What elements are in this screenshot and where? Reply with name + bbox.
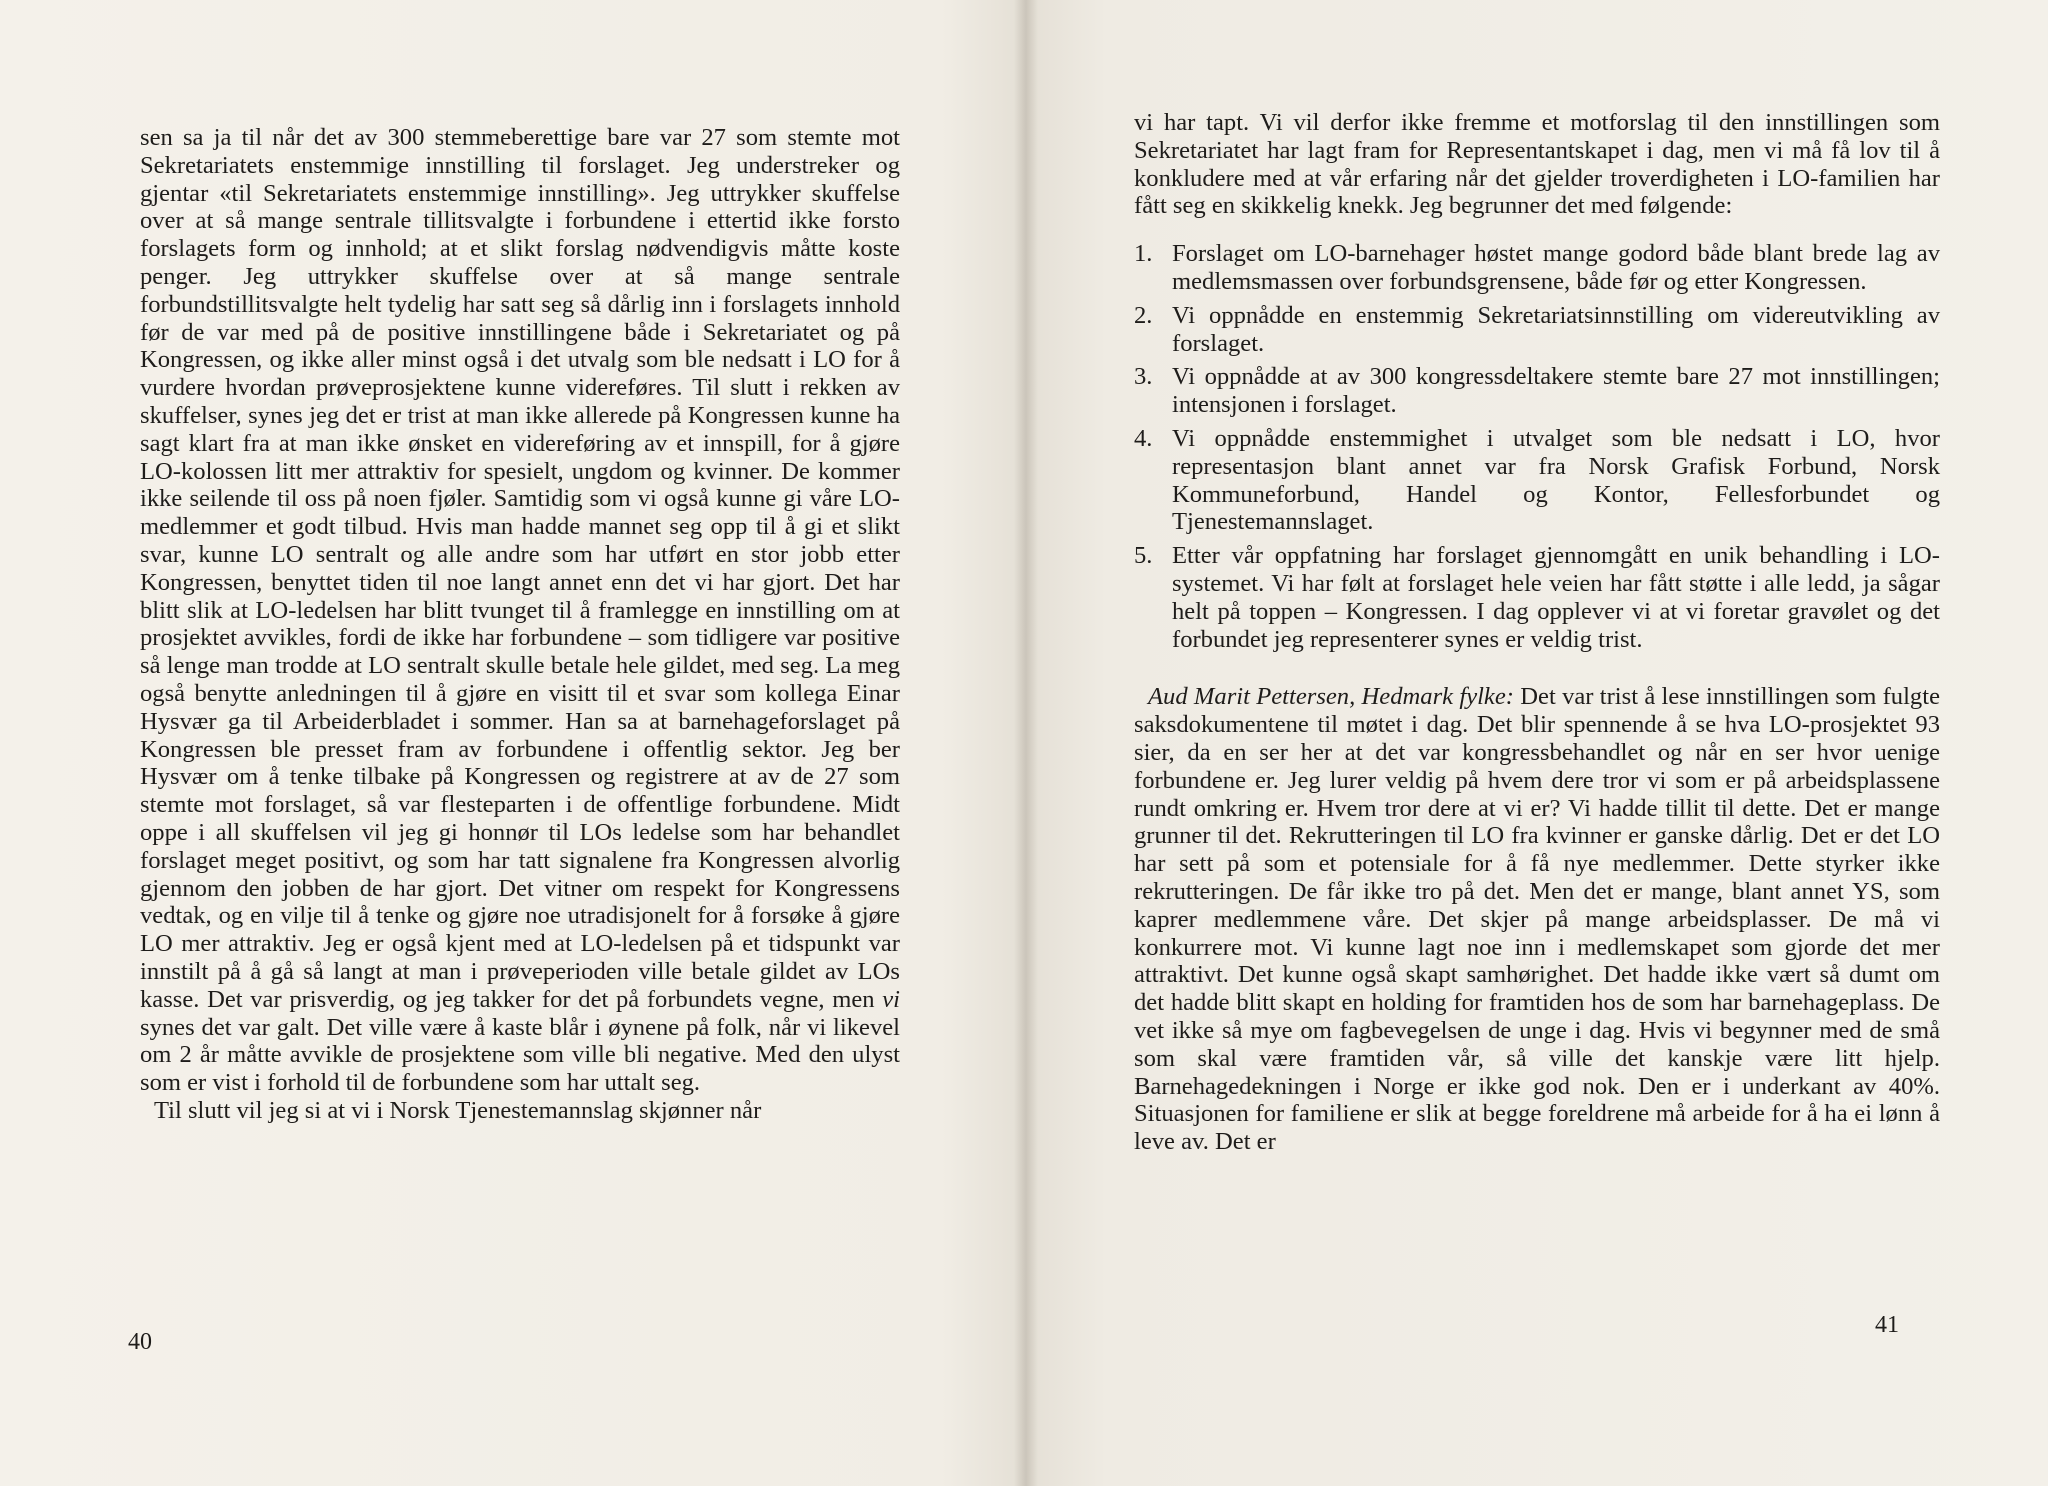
left-page-number: 40 [128, 1329, 152, 1355]
point-text: Vi oppnådde enstemmighet i utvalget som ble nedsatt i LO, hvor representasjon blant annet var fra Norsk Grafisk Forbund, Norsk Kommuneforbund, Handel og Kontor, Fellesforbundet og Tjenestemannslaget. [1172, 424, 1940, 536]
point-text: Vi oppnådde at av 300 kongressdeltakere stemte bare 27 mot innstillingen; intensjonen i forslaget. [1172, 363, 1940, 419]
left-body-part-1: sen sa ja til når det av 300 stemmeberettige bare var 27 som stemte mot Sekretariatets enstemmige innstilling til forslaget. Jeg understreker og gjentar «til Sekretariatets enstemmige innstilling». Jeg uttrykker skuffelse over at så mange sentrale tillitsvalgte i forbundene i ettertid ikke forsto forslagets form og innhold; at et slikt forslag nødvendigvis måtte koste penger. Jeg uttrykker skuffelse over at så mange sentrale forbundstillitsvalgte helt tydelig har satt seg så dårlig inn i forslagets innhold før de var med på de positive innstillingene både i Sekretariatet og på Kongressen, og ikke aller minst også i det utvalg som ble nedsatt i LO for å vurdere hvordan prøveprosjektene kunne videreføres. Til slutt i rekken av skuffelser, synes jeg det er trist at man ikke allerede på Kongressen kunne ha sagt klart fra at man ikke ønsket en videreføring av et innspill, for å gjøre LO-kolossen litt mer attraktiv for spesielt, ungdom og kvinner. De kommer ikke seilende til oss på noen fjøler. Samtidig som vi også kunne gi våre LO-medlemmer et godt tilbud. Hvis man hadde mannet seg opp til å gi et slikt svar, kunne LO sentralt og alle andre som har utført en stor jobb etter Kongressen, benyttet tiden til noe langt annet enn det vi har gjort. Det har blitt slik at LO-ledelsen har blitt tvunget til å framlegge en innstilling om at prosjektet avvikles, fordi de ikke har forbundene – som tidligere var positive så lenge man trodde at LO sentralt skulle betale hele gildet, med seg. La meg også benytte anledningen til å gjøre en visitt til et svar som kollega Einar Hysvær ga til Arbeiderbladet i sommer. Han sa at barnehageforslaget på Kongressen ble presset fram av forbundene i offentlig sektor. Jeg ber Hysvær om å tenke tilbake på Kongressen og registrere at av de 27 som stemte mot forslaget, så var flesteparten i de offentlige forbundene. Midt oppe i all skuffelsen vil jeg gi honnør til LOs ledelse som har behandlet forslaget meget positivt, og som har tatt signalene fra Kongressen alvorlig gjennom den jobben de har gjort. Det vitner om respekt for Kongressens vedtak, og en vilje til å tenke og gjøre noe utradisjonelt for å forsøke å gjøre LO mer attraktiv. Jeg er også kjent med at LO-ledelsen på et tidspunkt var innstilt på å gå så langt at man i prøveperioden ville betale gildet av LOs kasse. Det var prisverdig, og jeg takker for det på forbundets vegne, men [140, 124, 900, 1013]
point-text: Forslaget om LO-barnehager høstet mange godord både blant brede lag av medlemsmassen over forbundsgrensene, både før og etter Kongressen. [1172, 240, 1940, 295]
speaker-name: Aud Marit Pettersen, Hedmark fylke: [1148, 683, 1514, 711]
left-page [0, 0, 1014, 1486]
left-page-text [140, 124, 900, 1125]
point-number: 1. [1134, 240, 1153, 268]
speaker-paragraph [1134, 683, 1940, 1156]
left-closing-paragraph: Til slutt vil jeg si at vi i Norsk Tjenestemannslag skjønner når [154, 1096, 762, 1124]
book-gutter [1014, 0, 1038, 1486]
point-item [1134, 363, 1940, 419]
speech-text: Det var trist å lese innstillingen som fulgte saksdokumentene til møtet i dag. Det blir spennende å se hva LO-prosjektet 93 sier, da en ser her at det var kongressbehandlet og når en ser hvor uenige forbundene er. Jeg lurer veldig på hvem dere tror vi som er på arbeidsplassene rundt omkring er. Hvem tror dere at vi er? Vi hadde tillit til dette. Det er mange grunner til det. Rekrutteringen til LO fra kvinner er ganske dårlig. Det er det LO har sett på som et potensiale for å få nye medlemmer. Dette styrker ikke rekrutteringen. De får ikke tro på det. Men det er mange, blant annet YS, som kaprer medlemmene våre. Det skjer på mange arbeidsplasser. De må vi konkurrere mot. Vi kunne lagt noe inn i medlemskapet som gjorde det mer attraktivt. Det kunne også skapt samhørighet. Det hadde ikke vært så dumt om det hadde blitt skapt en holding for framtiden hos de som har barnehageplass. De vet ikke så mye om fagbevegelsen de unge i dag. Hvis vi begynner med de små som skal være framtiden vår, så ville det kanskje være litt hjelp. Barnehagedekningen i Norge er ikke god nok. Den er i underkant av 40%. Situasjonen for familiene er slik at begge foreldrene må arbeide for å ha ei lønn å leve av. Det er [1134, 683, 1940, 1156]
left-body-emphasis: vi [882, 985, 900, 1013]
left-body-paragraph [140, 124, 900, 1097]
right-intro-paragraph: vi har tapt. Vi vil derfor ikke fremme et motforslag til den innstillingen som Sekretariatet har lagt fram for Representantskapet i dag, men vi må få lov til å konkludere med at vår erfaring når det gjelder troverdigheten i LO-familien har fått seg en skikkelig knekk. Jeg begrunner det med følgende: [1134, 109, 1940, 220]
point-item [1134, 425, 1940, 536]
left-body-part-2: synes det var galt. Det ville være å kaste blår i øynene på folk, når vi likevel om 2 år måtte avvikle de prosjektene som ville bli negative. Med den ulyst som er vist i forhold til de forbundene som har uttalt seg. [140, 1013, 900, 1097]
point-number: 3. [1134, 363, 1153, 391]
right-page [1038, 0, 2048, 1486]
right-page-text [1134, 109, 1940, 1156]
point-item [1134, 240, 1940, 296]
point-text: Vi oppnådde en enstemmig Sekretariatsinnstilling om videreutvikling av forslaget. [1172, 301, 1940, 357]
right-page-number: 41 [1875, 1312, 1899, 1338]
point-number: 4. [1134, 424, 1153, 452]
point-item [1134, 302, 1940, 358]
point-number: 2. [1134, 301, 1153, 329]
numbered-points-list [1134, 240, 1940, 653]
point-text: Etter vår oppfatning har forslaget gjennomgått en unik behandling i LO-systemet. Vi har følt at forslaget hele veien har fått støtte i alle ledd, ja sågar helt på toppen – Kongressen. I dag opplever vi at vi foretar gravølet og det forbundet jeg representerer synes er veldig trist. [1172, 542, 1940, 653]
point-item [1134, 542, 1940, 653]
point-number: 5. [1134, 542, 1153, 570]
